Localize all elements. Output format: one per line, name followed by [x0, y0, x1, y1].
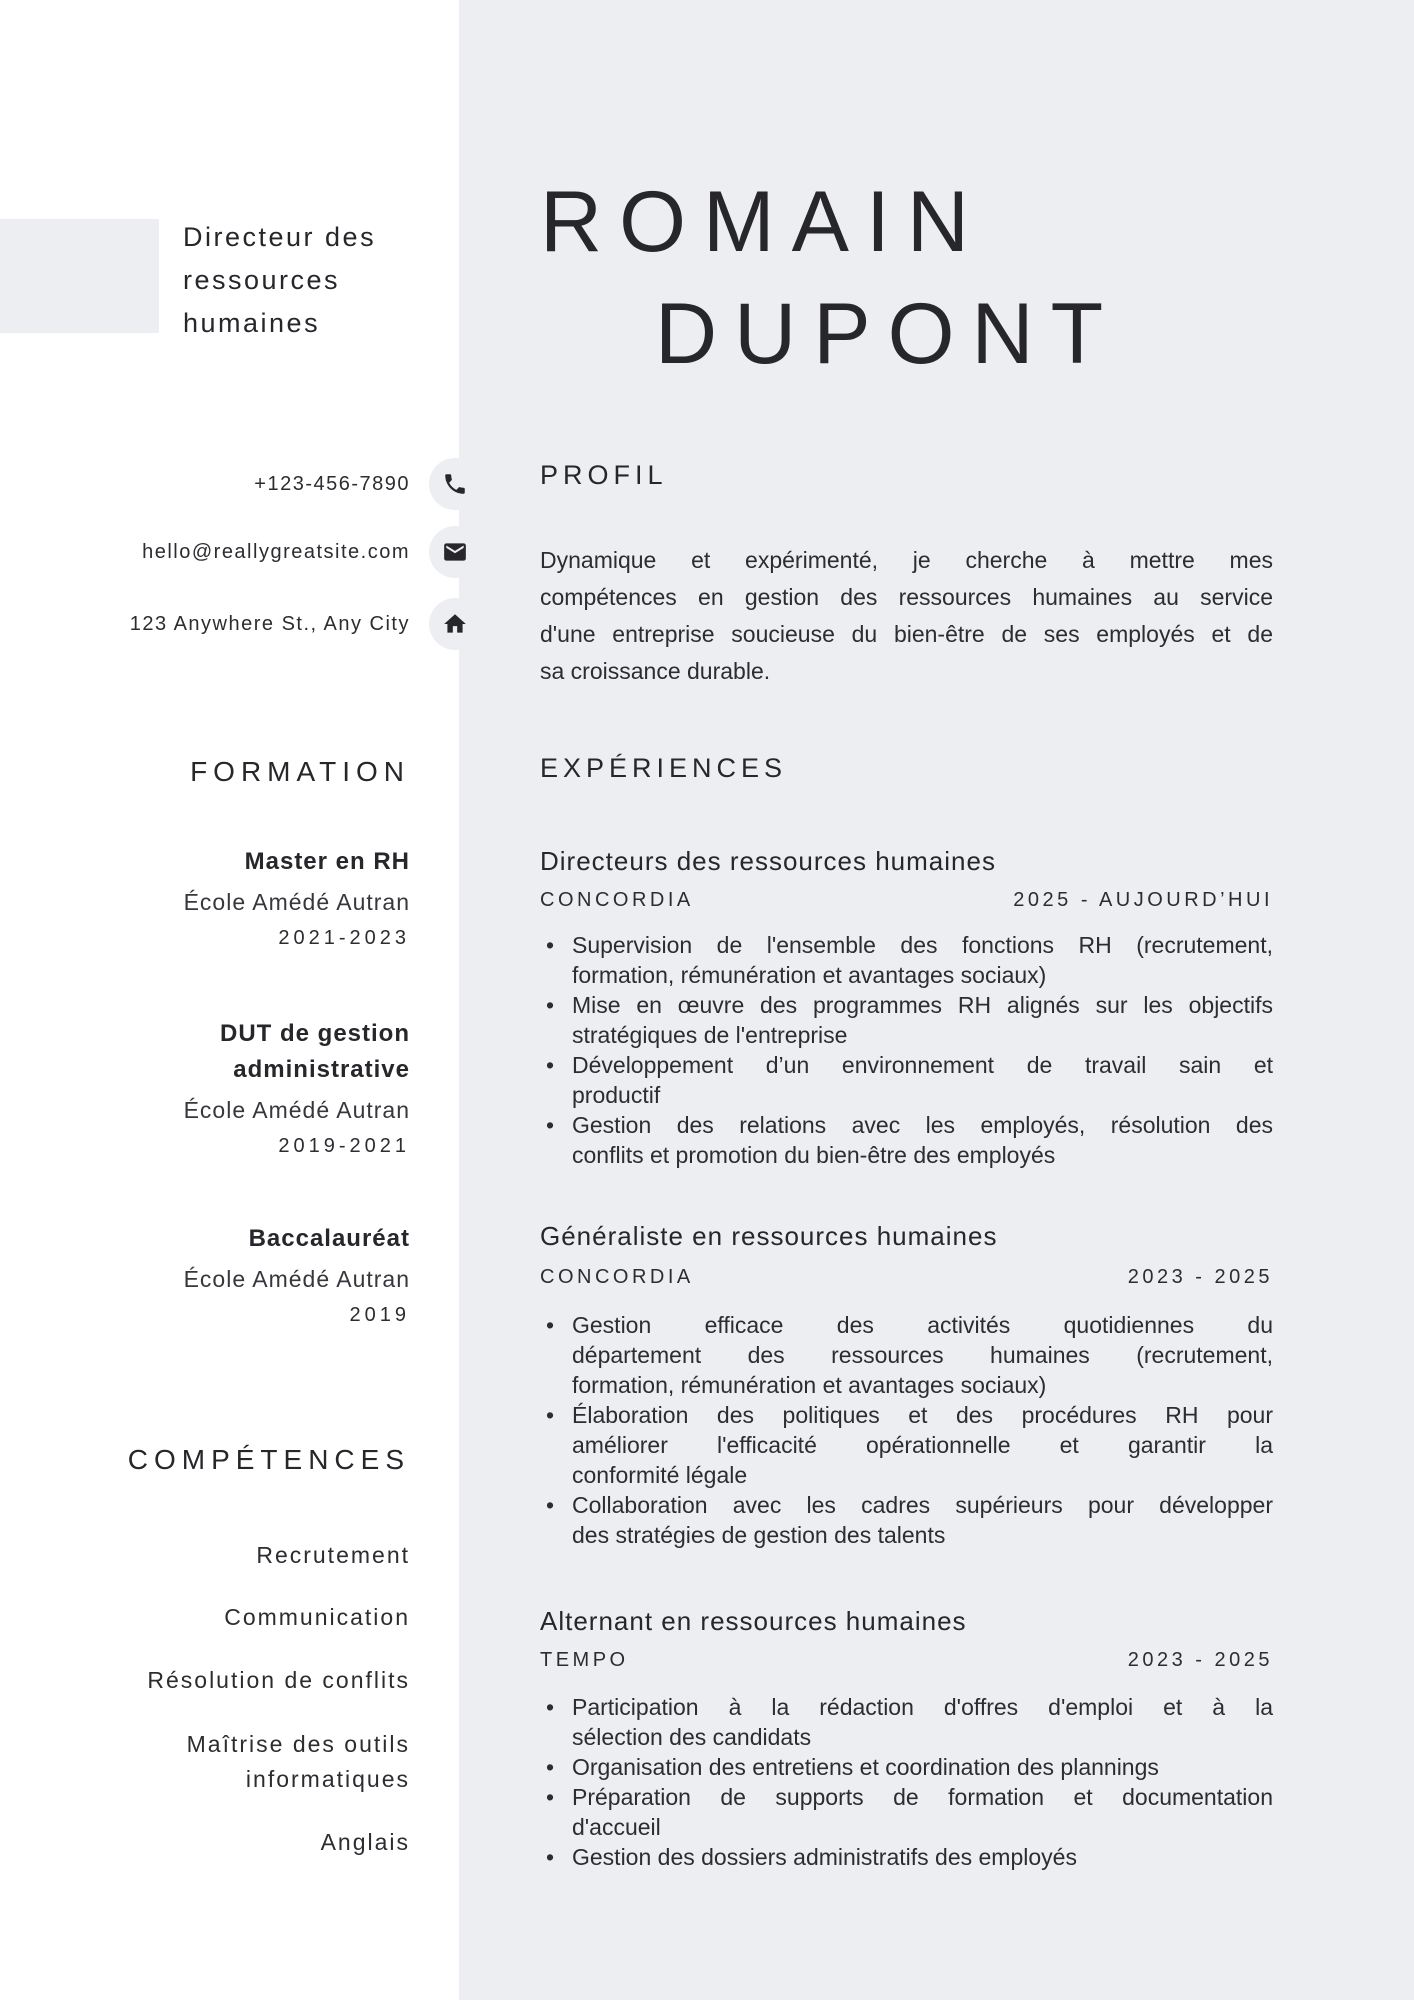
bullet-line: améliorer l'efficacité opérationnelle et garantir la [572, 1432, 1273, 1458]
bullet-line: • Gestion efficace des activités quotidiennes du [572, 1312, 1273, 1338]
profil-paragraph [540, 542, 1273, 690]
skill-item: Maîtrise des outils informatiques [186, 1731, 410, 1792]
bullet-line: • Collaboration avec les cadres supérieurs pour développer [572, 1492, 1273, 1518]
job-meta [540, 889, 1273, 912]
education-entry [120, 844, 410, 952]
job-company: TEMPO [540, 1649, 629, 1671]
bullet-item [540, 1692, 1273, 1752]
last-name: DUPONT [655, 286, 1121, 382]
bullet-line: département des ressources humaines (recrutement, [572, 1342, 1273, 1368]
job-title: Directeurs des ressources humaines [540, 846, 996, 876]
bullet-line: • Préparation de supports de formation et documentation [572, 1784, 1273, 1810]
bullet-item [540, 1310, 1273, 1400]
bullet-line: sélection des candidats [572, 1724, 812, 1750]
formation-heading: FORMATION [190, 756, 410, 787]
role-title-line: humaines [183, 308, 321, 338]
bullet-line: d'accueil [572, 1814, 661, 1840]
school: École Amédé Autran [183, 1266, 410, 1292]
education-entry [120, 1221, 410, 1329]
years: 2019 [349, 1304, 410, 1326]
bullet-line: conflits et promotion du bien-être des employés [572, 1142, 1056, 1168]
skill-item: Recrutement [256, 1542, 410, 1568]
skill-item: Résolution de conflits [147, 1667, 410, 1693]
email-icon [429, 526, 481, 578]
bullet-line: conformité légale [572, 1462, 748, 1488]
profil-line: sa croissance durable. [540, 658, 771, 684]
bullet-line: • Gestion des relations avec les employés, résolution des [572, 1112, 1273, 1138]
bullet-line: • Gestion des dossiers administratifs des employés [572, 1844, 1077, 1870]
job-title: Généraliste en ressources humaines [540, 1221, 998, 1251]
profil-line: compétences en gestion des ressources humaines au service [540, 584, 1273, 610]
accent-rectangle [0, 219, 159, 333]
bullet-line: • Élaboration des politiques et des procédures RH pour [572, 1402, 1273, 1428]
skill-item: Communication [224, 1604, 410, 1630]
bullet-line: • Supervision de l'ensemble des fonctions RH (recrutement, [572, 932, 1273, 958]
school: École Amédé Autran [183, 1097, 410, 1123]
role-title-line: Directeur des [183, 222, 377, 252]
phone-icon [429, 458, 481, 510]
postal-address: 123 Anywhere St., Any City [129, 613, 410, 635]
bullet-line: productif [572, 1082, 661, 1108]
bullet-line: formation, rémunération et avantages sociaux) [572, 1372, 1047, 1398]
profil-line: d'une entreprise soucieuse du bien-être de ses employés et de [540, 621, 1273, 647]
job-dates: 2023 - 2025 [1127, 1266, 1273, 1288]
job-company: CONCORDIA [540, 1266, 694, 1288]
bullet-line: • Mise en œuvre des programmes RH alignés sur les objectifs [572, 992, 1273, 1018]
profil-heading: PROFIL [540, 460, 668, 490]
competences-heading: COMPÉTENCES [127, 1444, 410, 1475]
job-meta [540, 1649, 1273, 1672]
person-name [540, 166, 1120, 390]
job-dates: 2023 - 2025 [1127, 1649, 1273, 1671]
bullet-item [540, 1050, 1273, 1110]
job-meta [540, 1266, 1273, 1289]
bullet-item [540, 1752, 1273, 1782]
job-dates: 2025 - AUJOURD’HUI [1013, 889, 1273, 911]
bullet-line: formation, rémunération et avantages sociaux) [572, 962, 1047, 988]
degree: Baccalauréat [248, 1225, 410, 1252]
school: École Amédé Autran [183, 889, 410, 915]
email-address: hello@reallygreatsite.com [142, 541, 410, 563]
profil-line: Dynamique et expérimenté, je cherche à mettre mes [540, 547, 1273, 573]
bullet-item [540, 1842, 1273, 1872]
bullet-item [540, 1782, 1273, 1842]
job-title: Alternant en ressources humaines [540, 1606, 967, 1636]
education-entry [120, 1016, 410, 1160]
job-bullet-list [540, 1692, 1273, 1872]
bullet-item [540, 1400, 1273, 1490]
bullet-item [540, 930, 1273, 990]
bullet-line: des stratégies de gestion des talents [572, 1522, 946, 1548]
job-bullet-list [540, 1310, 1273, 1550]
first-name: ROMAIN [540, 174, 986, 270]
bullet-line: • Organisation des entretiens et coordination des plannings [572, 1754, 1159, 1780]
role-title [183, 216, 376, 345]
bullet-item [540, 1110, 1273, 1170]
skill-item: Anglais [320, 1829, 410, 1855]
degree: Master en RH [244, 848, 410, 875]
job-company: CONCORDIA [540, 889, 694, 911]
years: 2019-2021 [278, 1135, 410, 1157]
job-bullet-list [540, 930, 1273, 1170]
bullet-line: • Participation à la rédaction d'offres d'emploi et à la [572, 1694, 1273, 1720]
home-icon [429, 598, 481, 650]
role-title-line: ressources [183, 265, 341, 295]
experiences-heading: EXPÉRIENCES [540, 753, 788, 783]
years: 2021-2023 [278, 927, 410, 949]
bullet-line: • Développement d’un environnement de travail sain et [572, 1052, 1273, 1078]
bullet-item [540, 1490, 1273, 1550]
phone-number: +123-456-7890 [254, 473, 410, 495]
degree: DUT de gestion administrative [219, 1020, 410, 1083]
bullet-line: stratégiques de l'entreprise [572, 1022, 848, 1048]
bullet-item [540, 990, 1273, 1050]
